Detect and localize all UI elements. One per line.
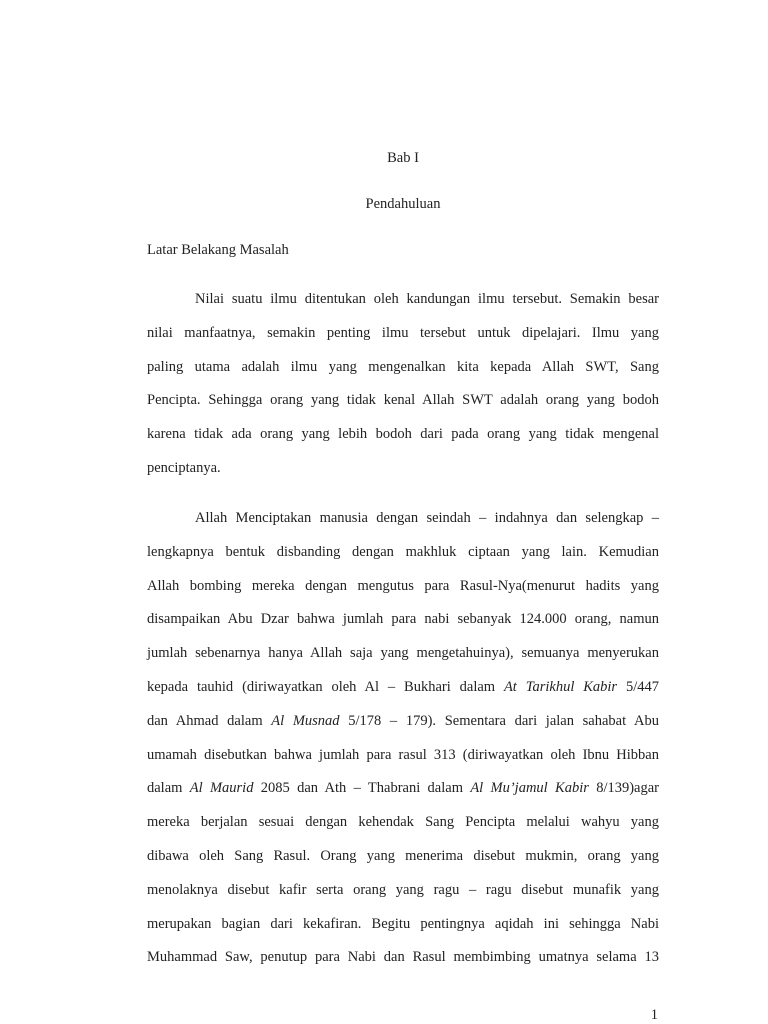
chapter-label: Bab I: [387, 150, 419, 166]
paragraph-line: [147, 677, 659, 711]
paragraph-line: Allah Menciptakan manusia dengan seindah – indahnya dan selengkap –: [195, 510, 659, 526]
book-title-al-musnad: Al Musnad: [271, 712, 340, 729]
paragraph-line: [147, 711, 659, 745]
paragraph-line: mereka berjalan sesuai dengan kehendak Sang Pencipta melalui wahyu yang: [147, 814, 659, 831]
section-heading: Latar Belakang Masalah: [147, 242, 289, 258]
text-run: dalam: [147, 780, 190, 797]
book-title-al-mujamul-kabir: Al Mu’jamul Kabir: [470, 780, 589, 797]
paragraph-line: jumlah sebenarnya hanya Allah saja yang mengetahuinya), semuanya menyerukan: [147, 645, 659, 662]
paragraph-line: menolaknya disebut kafir serta orang yang ragu – ragu disebut munafik yang: [147, 881, 659, 898]
text-run: 2085 dan Ath – Thabrani dalam: [253, 780, 471, 797]
paragraph-line: Allah bombing mereka dengan mengutus para Rasul-Nya(menurut hadits yang: [147, 577, 659, 594]
paragraph-line: Muhammad Saw, penutup para Nabi dan Rasul membimbing umatnya selama 13: [147, 949, 659, 966]
paragraph-line: [147, 778, 659, 812]
chapter-title: Pendahuluan: [365, 196, 441, 212]
paragraph-line: paling utama adalah ilmu yang mengenalkan kita kepada Allah SWT, Sang: [147, 358, 659, 375]
paragraph-line: Pencipta. Sehingga orang yang tidak kenal Allah SWT adalah orang yang bodoh: [147, 392, 659, 409]
page-number: 1: [650, 1007, 658, 1023]
paragraph-line: penciptanya.: [147, 459, 221, 476]
paragraph-line: Nilai suatu ilmu ditentukan oleh kandungan ilmu tersebut. Semakin besar: [195, 291, 659, 307]
paragraph-line: nilai manfaatnya, semakin penting ilmu tersebut untuk dipelajari. Ilmu yang: [147, 324, 659, 341]
paragraph-line: merupakan bagian dari kekafiran. Begitu pentingnya aqidah ini sehingga Nabi: [147, 915, 659, 932]
paragraph-line: dibawa oleh Sang Rasul. Orang yang menerima disebut mukmin, orang yang: [147, 847, 659, 864]
book-title-al-maurid: Al Maurid: [189, 780, 254, 797]
text-run: kepada tauhid (diriwayatkan oleh Al – Bukhari dalam: [147, 678, 504, 695]
text-run: 8/139)agar: [588, 780, 659, 797]
book-title-at-tarikhul-kabir: At Tarikhul Kabir: [503, 678, 618, 695]
paragraph-line: umamah disebutkan bahwa jumlah para rasul 313 (diriwayatkan oleh Ibnu Hibban: [147, 746, 659, 763]
paragraph-line: lengkapnya bentuk disbanding dengan makhluk ciptaan yang lain. Kemudian: [147, 543, 659, 560]
text-run: dan Ahmad dalam: [147, 712, 272, 729]
paragraph-line: karena tidak ada orang yang lebih bodoh dari pada orang yang tidak mengenal: [147, 426, 659, 443]
text-run: 5/447: [617, 678, 659, 695]
paragraph-1: [147, 289, 659, 492]
paragraph-2: [147, 508, 659, 981]
text-run: 5/178 – 179). Sementara dari jalan sahabat Abu: [339, 712, 659, 729]
paragraph-line: disampaikan Abu Dzar bahwa jumlah para nabi sebanyak 124.000 orang, namun: [147, 611, 659, 628]
